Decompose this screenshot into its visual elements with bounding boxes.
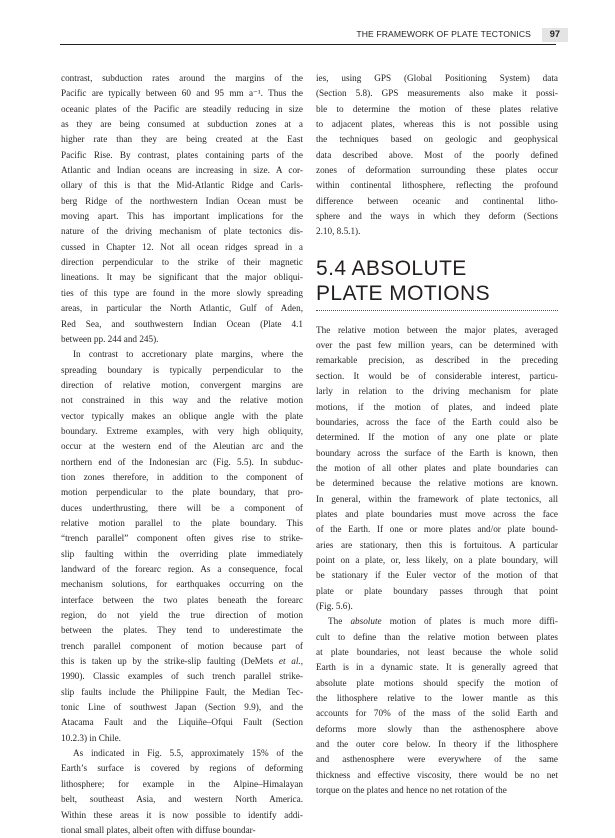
header-rule	[60, 44, 556, 45]
text-line: interface between the two plates beneath the forearc	[61, 594, 303, 605]
text-line: boundary. Extreme examples, with very high obliquity,	[61, 425, 303, 436]
text-line: and asthenosphere were everywhere of the same	[316, 754, 558, 765]
text-line: larly in relation to the driving mechanism for plate	[316, 386, 558, 397]
text-line: region, do not yield the true direction of motion	[61, 610, 303, 621]
text-line: determined. If the motion of any one plate or plate	[316, 432, 558, 443]
text-line: 10.2.3) in Chile.	[61, 732, 121, 743]
section-heading-line-1: 5.4 ABSOLUTE	[316, 256, 467, 280]
text-line: accounts for 70% of the mass of the solid Earth and	[316, 708, 558, 719]
text-line: duces underthrusting, there will be a component of	[61, 502, 303, 513]
text-line: tion zones therefore, in addition to the component of	[61, 471, 303, 482]
text-line: The relative motion between the major plates, averaged	[316, 324, 558, 335]
text-line: spreading boundary is typically perpendicular to the	[61, 364, 303, 375]
text-line: In general, within the framework of plate tectonics, all	[316, 493, 558, 504]
text-line: thickness and effective viscosity, there would be no net	[316, 769, 558, 780]
page-number: 97	[542, 28, 568, 42]
text-line: “trench parallel” component often gives rise to strike-	[61, 533, 303, 544]
section-body	[316, 323, 558, 799]
text-line: 1990). Classic examples of such trench parallel strike-	[61, 671, 303, 682]
text-line: trench parallel component of motion because part of	[61, 640, 303, 651]
text-line: plates and plate boundaries must move across the face	[316, 508, 558, 519]
text-line: the motion of all other plates and plate boundaries can	[316, 462, 558, 473]
text-line: between the plates. They tend to underestimate the	[61, 625, 303, 636]
text-line: boundary across the surface of the Earth is known, then	[316, 447, 558, 458]
text-line: Within these areas it is now possible to identify addi-	[61, 809, 303, 820]
text-line: ties of this type are found in the more slowly spreading	[61, 287, 303, 298]
text-line: direction perpendicular to the strike of their magnetic	[61, 257, 303, 268]
text-line: not constrained in this way and the relative motion	[61, 395, 303, 406]
section-divider	[316, 310, 558, 311]
text-line: sphere and the ways in which they deform (Sections	[316, 211, 558, 222]
text-line: As indicated in Fig. 5.5, approximately 15% of the	[73, 748, 303, 759]
right-column-intro	[316, 71, 558, 240]
text-line: the lithosphere relative to the lower mantle as this	[316, 693, 558, 704]
text-line: ies, using GPS (Global Positioning System) data	[316, 73, 558, 83]
running-header	[0, 28, 615, 44]
section-heading	[316, 256, 558, 306]
running-title: THE FRAMEWORK OF PLATE TECTONICS	[356, 29, 531, 39]
text-line: section. It would be of considerable interest, particu-	[316, 370, 558, 381]
text-line: at plate boundaries, not least because the whole solid	[316, 647, 558, 657]
text-line: motions, if the motion of plates, and indeed plate	[316, 401, 558, 412]
text-line: cussed in Chapter 12. Not all ocean ridges spread in a	[61, 241, 303, 252]
section-heading-line-2: PLATE MOTIONS	[316, 281, 490, 305]
text-line: absolute plate motions should specify the motion of	[316, 677, 558, 688]
text-line: between pp. 244 and 245).	[61, 333, 159, 344]
text-line: Atlantic and Indian oceans are increasing in size. A cor-	[61, 165, 303, 176]
text-line: cult to define than the relative motion between plates	[316, 631, 558, 642]
text-line: deforms more slowly than the asthenosphere above	[316, 723, 558, 734]
text-line: landward of the forearc region. As a consequence, focal	[61, 564, 303, 574]
text-line: point on a plate, or, less likely, on a plate boundary, will	[316, 554, 558, 565]
text-line: to adjacent plates, whereas this is not possible using	[316, 119, 558, 130]
text-line: of the Earth. If one or more plates and/or plate bound-	[316, 524, 558, 535]
text-line: 2.10, 8.5.1).	[316, 226, 361, 237]
text-line: this is taken up by the strike-slip faulting (DeMets et al.,	[61, 656, 304, 667]
text-line: Atacama Fault and the Liquiñe–Ofqui Fault (Section	[61, 717, 303, 728]
text-line: be determined because the relative motions are known.	[316, 478, 558, 489]
text-line: contrast, subduction rates around the margins of the	[61, 73, 303, 83]
text-line: boundaries, across the face of the Earth could also be	[316, 416, 558, 427]
text-line: tional small plates, albeit often with diffuse boundar-	[61, 824, 256, 835]
text-line: motion perpendicular to the plate boundary, that pro-	[61, 487, 303, 498]
text-line: relative motion parallel to the plate boundary. This	[61, 517, 303, 528]
text-line: In contrast to accretionary plate margins, where the	[73, 349, 303, 360]
text-line: berg Ridge of the northwestern Indian Ocean must be	[61, 195, 303, 206]
text-line: Earth’s surface is covered by regions of deforming	[61, 763, 303, 774]
text-line: The absolute motion of plates is much more diffi-	[328, 616, 558, 627]
left-column	[61, 71, 303, 838]
text-line: the techniques based on geologic and geophysical	[316, 134, 558, 145]
text-line: (Fig. 5.6).	[316, 600, 353, 611]
text-line: (Section 5.8). GPS measurements also make it possi-	[316, 88, 558, 99]
text-line: higher rate than they are being created at the East	[61, 134, 303, 145]
text-line: ollary of this is that the Mid-Atlantic Ridge and Carls-	[61, 180, 303, 191]
text-line: within continental lithosphere, reflecting the profound	[316, 180, 558, 191]
text-line: occur at the western end of the Aleutian arc and the	[61, 441, 303, 452]
text-line: torque on the plates and hence no net rotation of the	[316, 785, 507, 796]
text-line: slip faulting within the overriding plate immediately	[61, 548, 303, 559]
text-line: remarkable precision, as described in the preceding	[316, 355, 558, 366]
text-line: over the past few million years, can be determined with	[316, 340, 558, 351]
text-line: zones of deformation surrounding these plates occur	[316, 165, 558, 176]
text-line: areas, in particular the North Atlantic, Gulf of Aden,	[61, 303, 303, 314]
text-line: difference between oceanic and continental litho-	[316, 195, 558, 206]
text-line: mechanism solutions, for earthquakes occurring on the	[61, 579, 303, 590]
text-line: Pacific Rise. By contrast, plates containing parts of the	[61, 149, 303, 160]
text-line: data described above. Most of the poorly defined	[316, 149, 558, 160]
text-line: Pacific are typically between 60 and 95 mm a⁻¹. Thus the	[61, 88, 303, 99]
text-line: as they are being consumed at subduction zones at a	[61, 119, 303, 130]
text-line: be stationary if the Euler vector of the motion of that	[316, 570, 558, 581]
text-line: nature of the driving mechanism of plate tectonics dis-	[61, 226, 303, 237]
text-line: moving apart. This has important implications for the	[61, 211, 303, 222]
text-line: Red Sea, and southwestern Indian Ocean (Plate 4.1	[61, 318, 303, 329]
text-line: tonic Line of southwest Japan (Section 9.9), and the	[61, 702, 303, 713]
text-line: direction of relative motion, convergent margins are	[61, 379, 303, 390]
text-line: slip faults include the Philippine Fault, the Median Tec-	[61, 686, 303, 697]
text-line: plate or plate boundary passes through that point	[316, 585, 558, 596]
text-line: aries are stationary, then this is fortuitous. A particular	[316, 539, 558, 550]
text-line: ble to determine the motion of these plates relative	[316, 103, 558, 114]
text-line: Earth is in a dynamic state. It is generally agreed that	[316, 662, 558, 673]
text-line: oceanic plates of the Pacific are steadily reducing in size	[61, 103, 303, 114]
text-line: lineations. It may be significant that the major obliqui-	[61, 272, 303, 283]
text-line: vector typically makes an oblique angle with the plate	[61, 410, 303, 421]
right-column	[316, 71, 558, 798]
text-line: belt, southeast Asia, and western North America.	[61, 794, 303, 805]
text-line: lithosphere; for example in the Alpine–Himalayan	[61, 778, 303, 789]
text-line: and the outer core below. In theory if the lithosphere	[316, 739, 558, 750]
text-line: northern end of the Indonesian arc (Fig. 5.5). In subduc-	[61, 456, 303, 467]
